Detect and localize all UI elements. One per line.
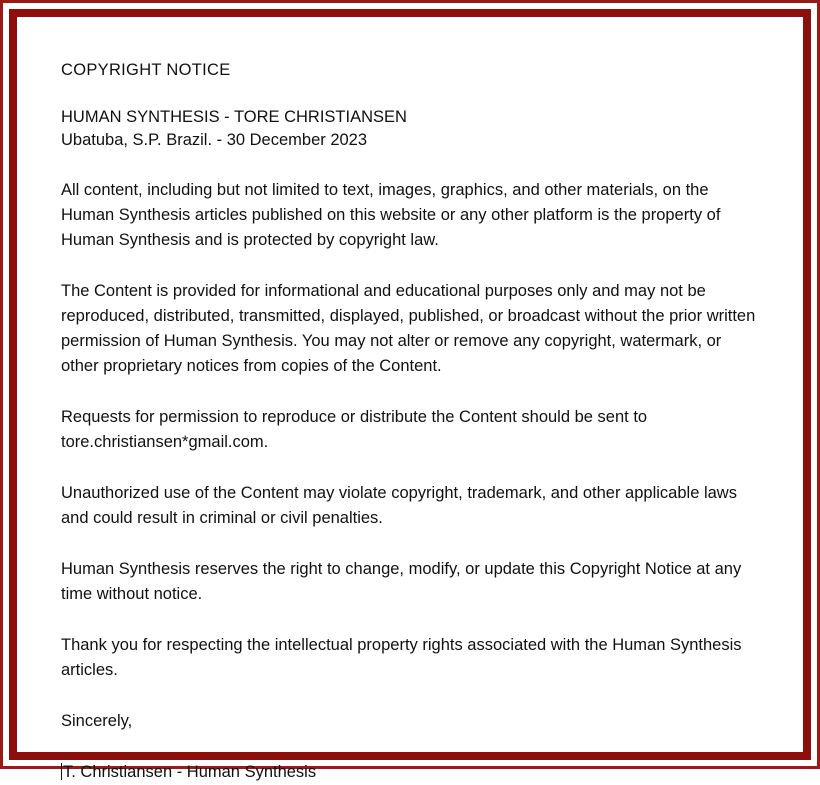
signature-text: T. Christiansen - Human Synthesis <box>63 763 317 781</box>
document-heading <box>61 106 759 152</box>
paragraph-permission-requests: Requests for permission to reproduce or distribute the Content should be sent to tore.christiansen*gmail.com. <box>61 408 648 451</box>
text-caret <box>61 763 62 780</box>
paragraph-content-ownership: All content, including but not limited to text, images, graphics, and other materials, on the Human Synthesis articles published on this website or any other platform is the property of Human Synthesis and is protected by copyright law. <box>61 181 721 249</box>
paragraph-usage-restrictions: The Content is provided for informational and educational purposes only and may not be reproduced, distributed, transmitted, displayed, published, or broadcast without the prior written permission of Human Synthesis. You may not alter or remove any copyright, watermark, or other proprietary notices from copies of the Content. <box>61 282 756 375</box>
paragraph-notice-changes: Human Synthesis reserves the right to change, modify, or update this Copyright Notice at any time without notice. <box>61 560 742 603</box>
paragraph-thank-you: Thank you for respecting the intellectual property rights associated with the Human Synthesis articles. <box>61 636 742 679</box>
document-page <box>9 9 811 781</box>
closing-salutation: Sincerely, <box>61 712 133 730</box>
paragraph-unauthorized-use: Unauthorized use of the Content may violate copyright, trademark, and other applicable laws and could result in criminal or civil penalties. <box>61 484 737 527</box>
signature-line <box>61 760 759 785</box>
heading-line-author: HUMAN SYNTHESIS - TORE CHRISTIANSEN <box>61 108 407 126</box>
heading-line-location-date: Ubatuba, S.P. Brazil. - 30 December 2023 <box>61 131 368 149</box>
page-title: COPYRIGHT NOTICE <box>61 61 231 79</box>
